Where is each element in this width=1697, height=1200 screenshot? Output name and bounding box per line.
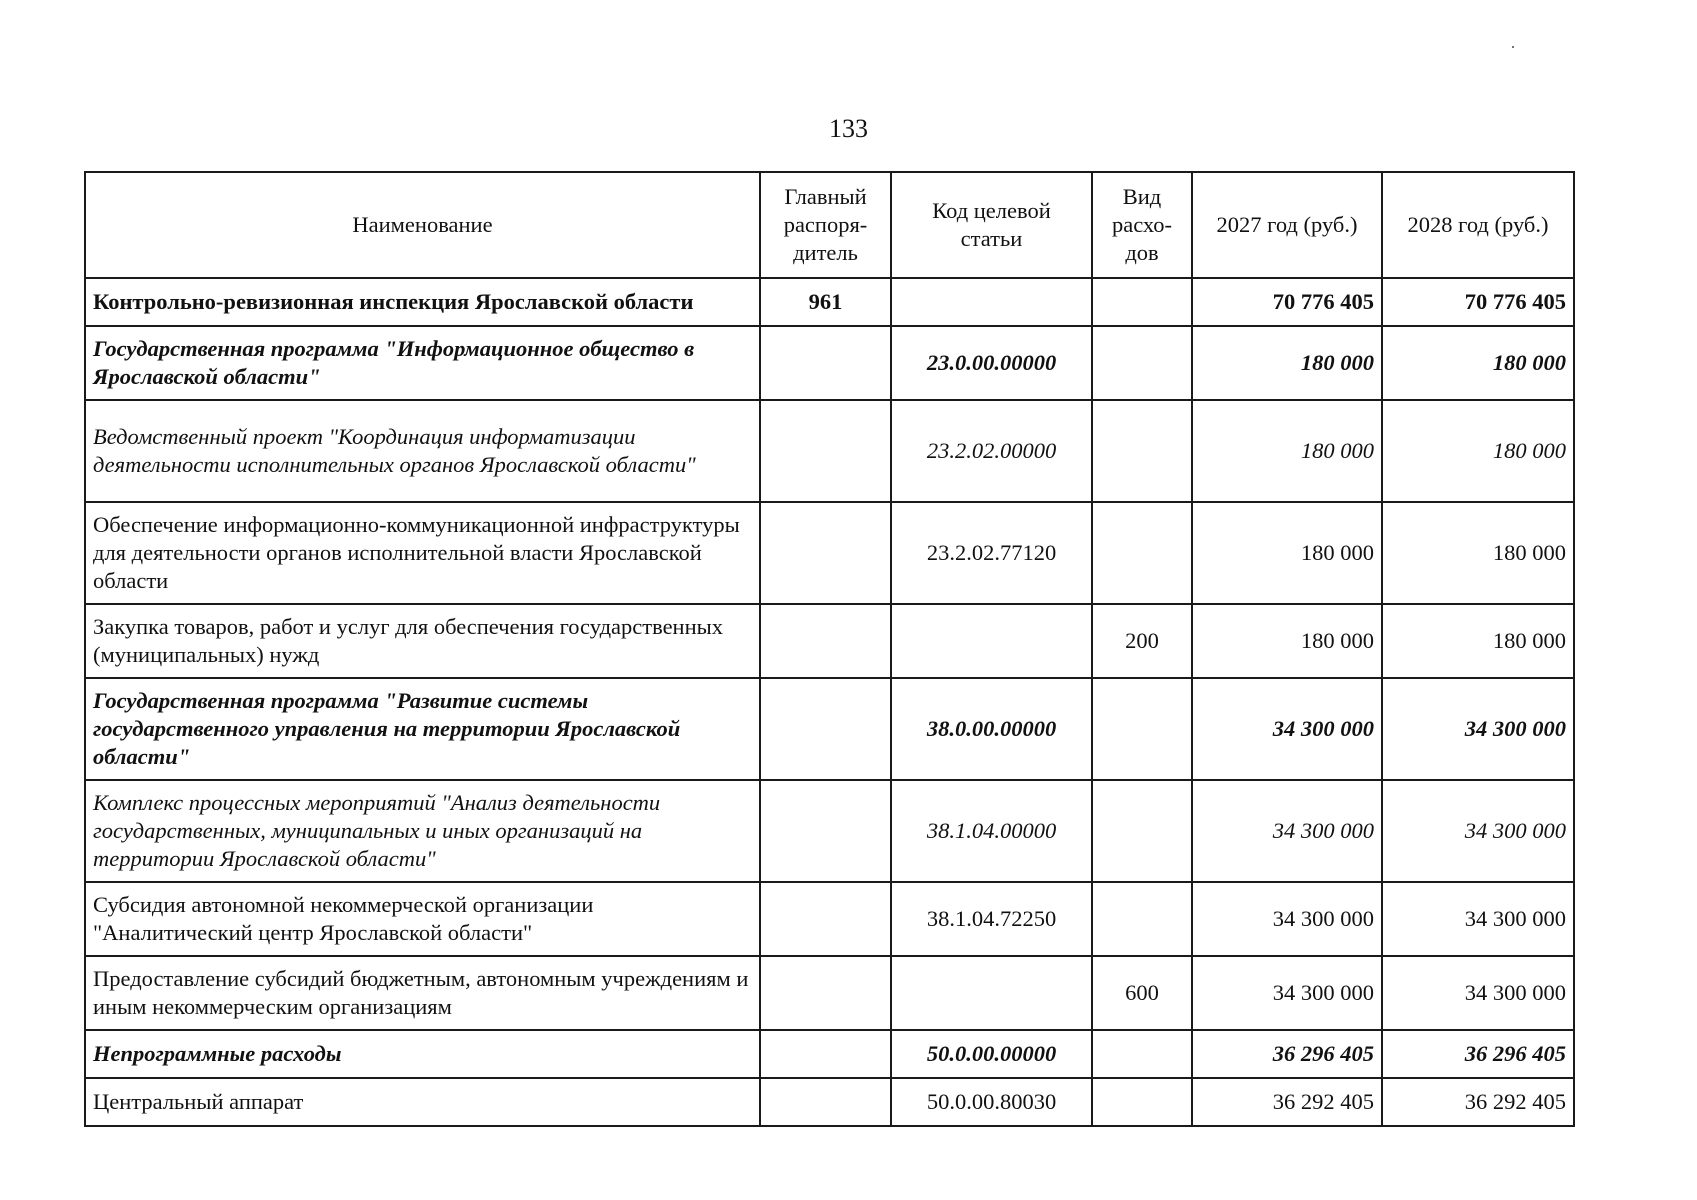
scan-speck [1512,46,1514,48]
row-expense-type [1092,326,1192,400]
budget-table [84,171,1575,1127]
header-chief-manager: Главный распоря-дитель [760,172,891,278]
row-2027: 34 300 000 [1192,882,1382,956]
row-expense-type [1092,1030,1192,1078]
row-2027: 34 300 000 [1192,780,1382,882]
header-name: Наименование [85,172,760,278]
row-2027: 180 000 [1192,400,1382,502]
row-name: Субсидия автономной некоммерческой организации "Аналитический центр Ярославской области" [85,882,760,956]
row-expense-type [1092,1078,1192,1126]
row-2028: 180 000 [1382,400,1574,502]
row-expense-type [1092,882,1192,956]
row-chief-manager [760,1030,891,1078]
row-2028: 180 000 [1382,326,1574,400]
table-row [85,400,1574,502]
table-row [85,1030,1574,1078]
header-2027: 2027 год (руб.) [1192,172,1382,278]
row-2028: 34 300 000 [1382,780,1574,882]
row-name: Ведомственный проект "Координация информатизации деятельности исполнительных органов Ярославской области" [85,400,760,502]
table-row [85,882,1574,956]
header-target-code: Код целевой статьи [891,172,1092,278]
row-target-code: 50.0.00.80030 [891,1078,1092,1126]
row-target-code [891,956,1092,1030]
row-chief-manager [760,1078,891,1126]
row-chief-manager [760,678,891,780]
row-chief-manager [760,326,891,400]
row-2028: 34 300 000 [1382,678,1574,780]
table-row [85,678,1574,780]
row-chief-manager [760,604,891,678]
row-target-code [891,604,1092,678]
row-2028: 34 300 000 [1382,956,1574,1030]
row-name: Центральный аппарат [85,1078,760,1126]
row-expense-type [1092,400,1192,502]
row-chief-manager: 961 [760,278,891,326]
header-expense-type: Вид расхо-дов [1092,172,1192,278]
row-name: Обеспечение информационно-коммуникационной инфраструктуры для деятельности органов исполнительной власти Ярославской области [85,502,760,604]
page-number: 133 [829,114,868,143]
row-2028: 36 292 405 [1382,1078,1574,1126]
row-expense-type [1092,502,1192,604]
row-2027: 180 000 [1192,502,1382,604]
row-name: Предоставление субсидий бюджетным, автономным учреждениям и иным некоммерческим организациям [85,956,760,1030]
row-2027: 70 776 405 [1192,278,1382,326]
row-2028: 180 000 [1382,502,1574,604]
row-target-code [891,278,1092,326]
row-expense-type: 600 [1092,956,1192,1030]
header-2028: 2028 год (руб.) [1382,172,1574,278]
row-target-code: 23.2.02.77120 [891,502,1092,604]
table-row [85,502,1574,604]
row-name: Комплекс процессных мероприятий "Анализ деятельности государственных, муниципальных и иных организаций на территории Ярославской области" [85,780,760,882]
row-target-code: 38.1.04.72250 [891,882,1092,956]
row-target-code: 38.0.00.00000 [891,678,1092,780]
row-2027: 34 300 000 [1192,678,1382,780]
row-expense-type [1092,278,1192,326]
row-2028: 34 300 000 [1382,882,1574,956]
row-2027: 180 000 [1192,326,1382,400]
row-chief-manager [760,882,891,956]
row-chief-manager [760,400,891,502]
table-row [85,604,1574,678]
table-row [85,956,1574,1030]
table-row [85,1078,1574,1126]
row-name: Государственная программа "Информационное общество в Ярославской области" [85,326,760,400]
row-expense-type [1092,678,1192,780]
table-row [85,278,1574,326]
table-row [85,780,1574,882]
row-target-code: 50.0.00.00000 [891,1030,1092,1078]
row-2027: 180 000 [1192,604,1382,678]
row-target-code: 23.0.00.00000 [891,326,1092,400]
row-expense-type: 200 [1092,604,1192,678]
row-name: Непрограммные расходы [85,1030,760,1078]
row-chief-manager [760,780,891,882]
row-name: Закупка товаров, работ и услуг для обеспечения государственных (муниципальных) нужд [85,604,760,678]
row-chief-manager [760,956,891,1030]
table-row [85,326,1574,400]
row-name: Государственная программа "Развитие системы государственного управления на территории Ярославской области" [85,678,760,780]
row-name: Контрольно-ревизионная инспекция Ярославской области [85,278,760,326]
row-2027: 36 296 405 [1192,1030,1382,1078]
row-chief-manager [760,502,891,604]
row-2027: 36 292 405 [1192,1078,1382,1126]
row-2028: 180 000 [1382,604,1574,678]
row-2028: 36 296 405 [1382,1030,1574,1078]
row-target-code: 23.2.02.00000 [891,400,1092,502]
row-2027: 34 300 000 [1192,956,1382,1030]
row-expense-type [1092,780,1192,882]
row-target-code: 38.1.04.00000 [891,780,1092,882]
table-header-row [85,172,1574,278]
row-2028: 70 776 405 [1382,278,1574,326]
